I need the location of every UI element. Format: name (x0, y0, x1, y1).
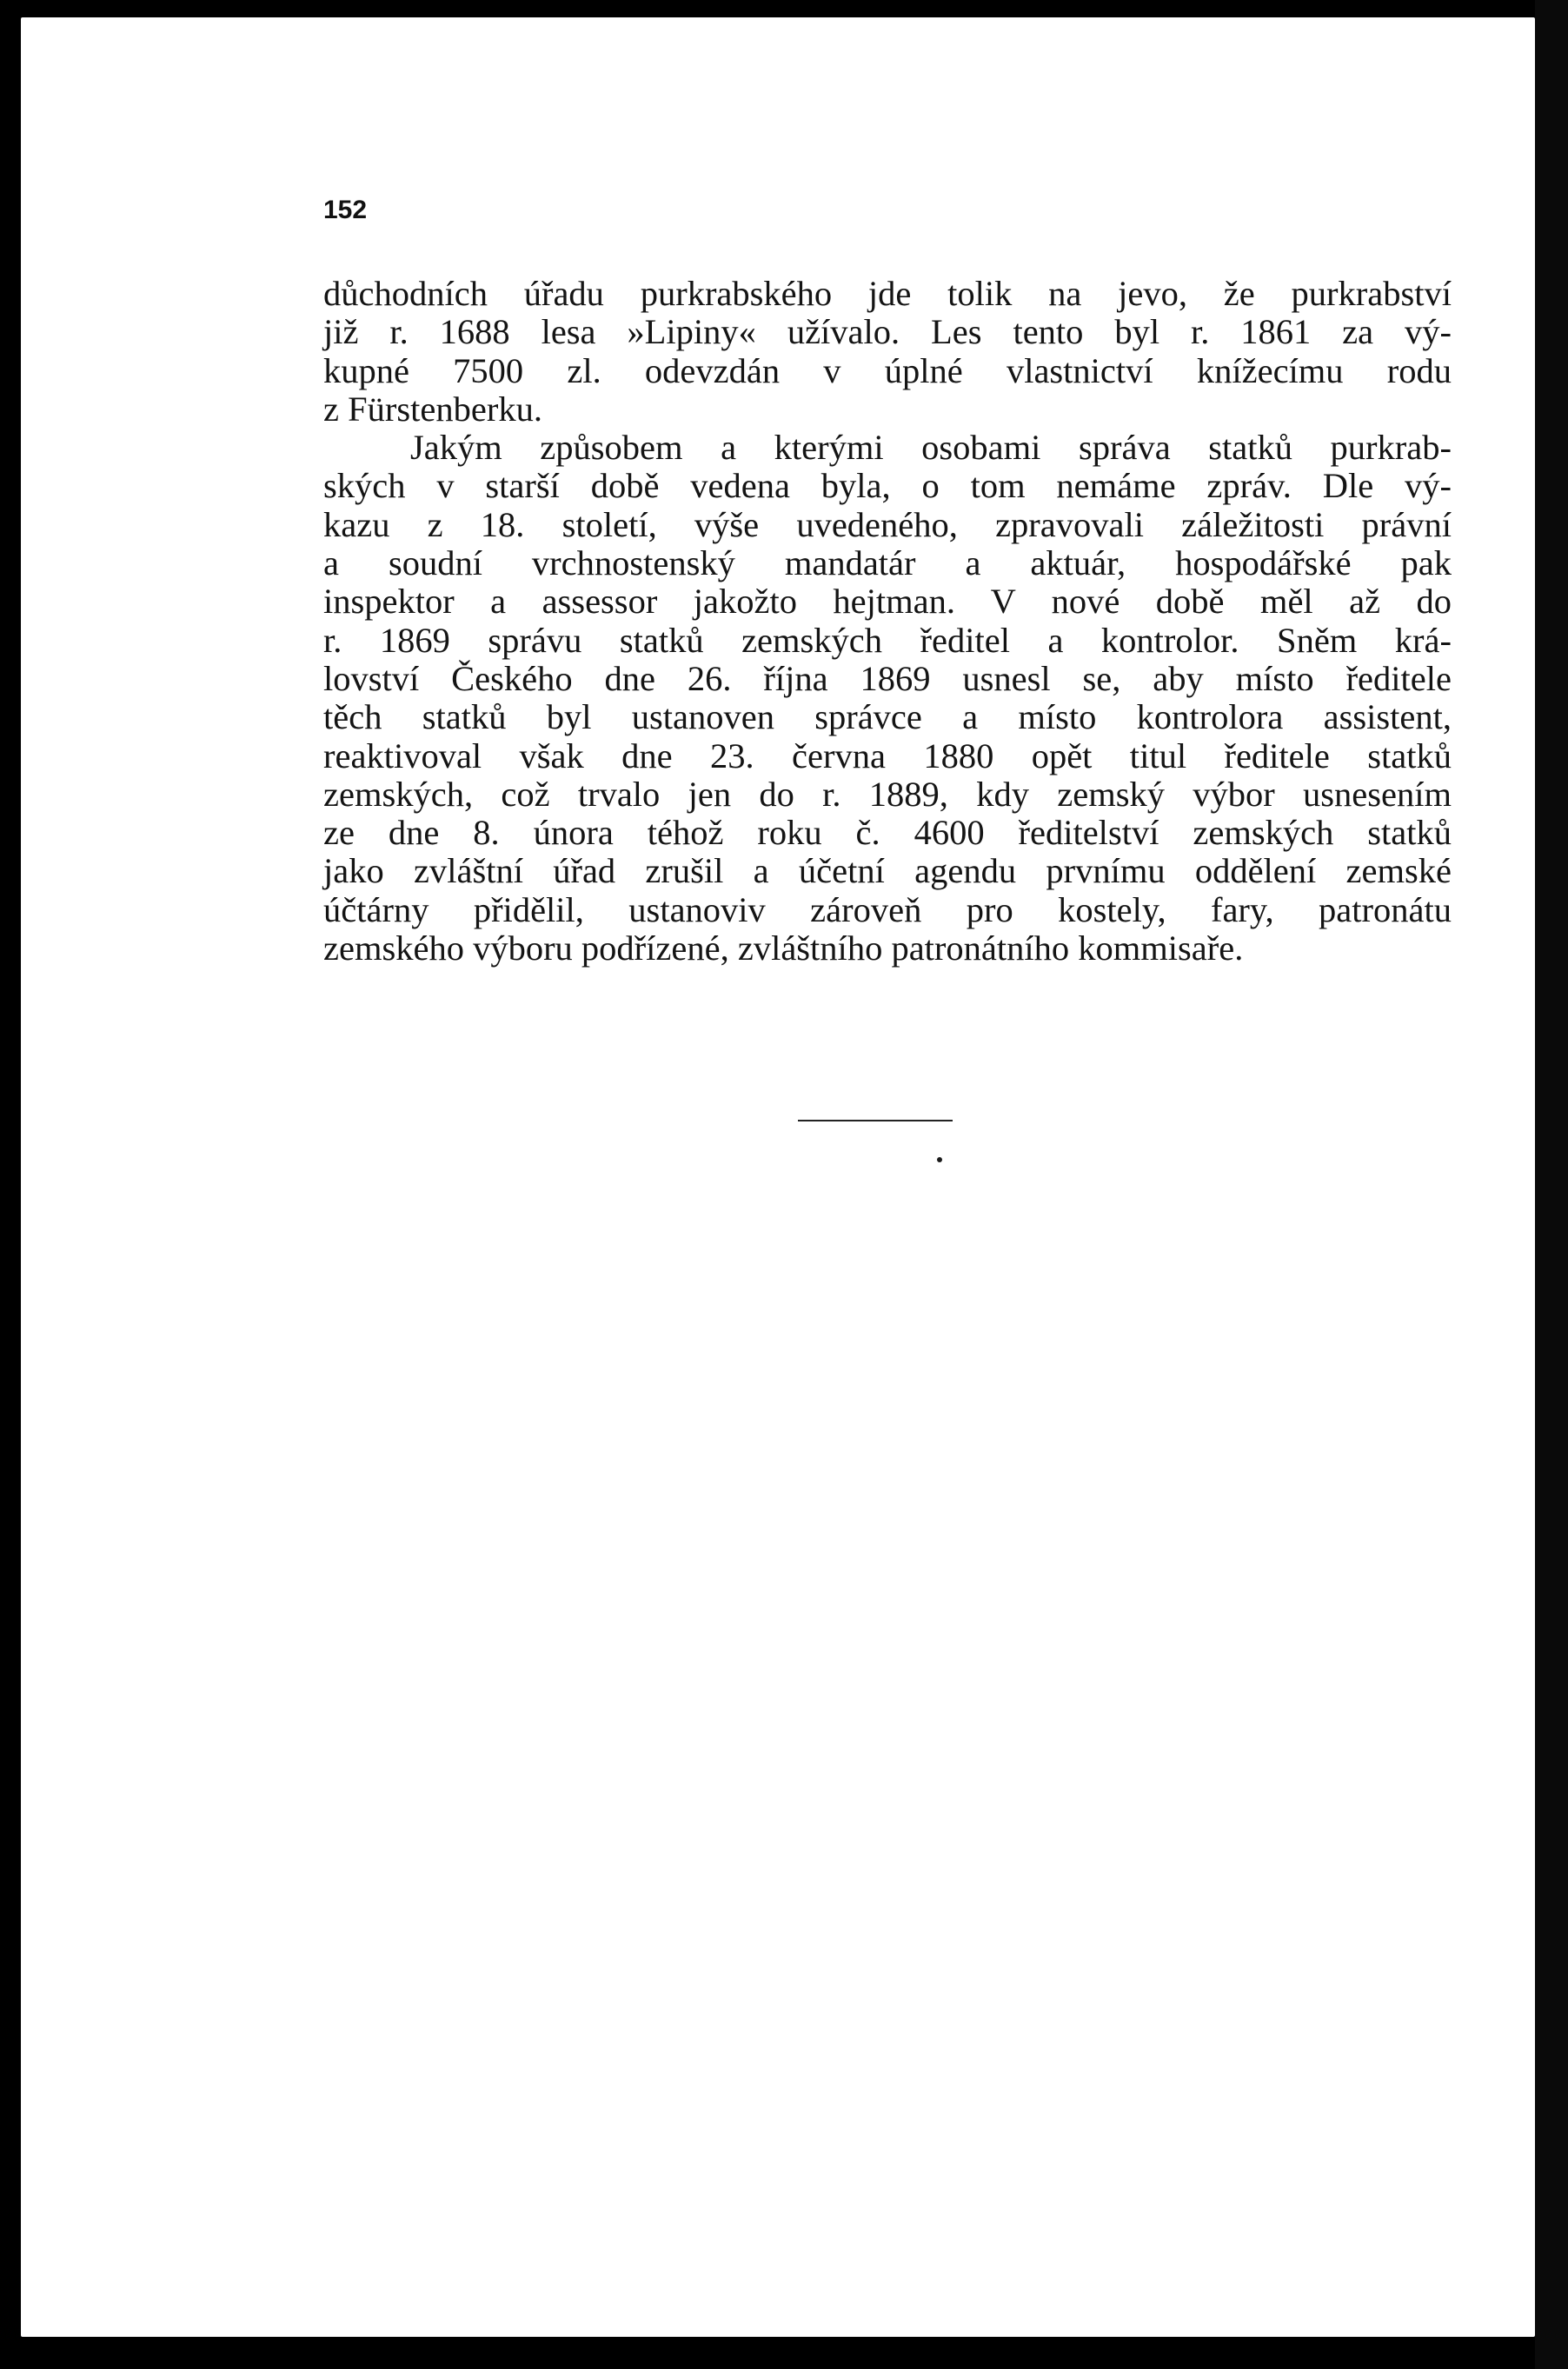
text-line: ských v starší době vedena byla, o tom nemáme zpráv. Dle vý- (323, 466, 1452, 506)
page-number: 152 (323, 196, 368, 224)
dot-mark (937, 1157, 942, 1162)
text-line: inspektor a assessor jakožto hejtman. V nové době měl až do (323, 582, 1452, 622)
text-line: jako zvláštní úřad zrušil a účetní agendu prvnímu oddělení zemské (323, 851, 1452, 891)
text-line: lovství Českého dne 26. října 1869 usnesl se, aby místo ředitele (323, 658, 1452, 698)
scan-border (1535, 0, 1568, 2369)
text-line: důchodních úřadu purkrabského jde tolik na jevo, že purkrabství (323, 274, 1452, 313)
text-line: z Fürstenberku. (323, 389, 542, 429)
text-line: kupné 7500 zl. odevzdán v úplné vlastnictví knížecímu rodu (323, 350, 1452, 390)
text-line: a soudní vrchnostenský mandatár a aktuár, hospodářské pak (323, 543, 1452, 583)
text-line: reaktivoval však dne 23. června 1880 opět titul ředitele statků (323, 735, 1452, 775)
text-line: již r. 1688 lesa »Lipiny« užívalo. Les tento byl r. 1861 za vý- (323, 312, 1452, 352)
text-line: zemského výboru podřízené, zvláštního patronátního kommisaře. (323, 928, 1244, 968)
text-line: r. 1869 správu statků zemských ředitel a kontrolor. Sněm krá- (323, 620, 1452, 660)
text-line: těch statků byl ustanoven správce a místo kontrolora assistent, (323, 697, 1452, 737)
text-line: účtárny přidělil, ustanoviv zároveň pro kostely, fary, patronátu (323, 889, 1452, 929)
end-rule (798, 1120, 953, 1121)
text-line: Jakým způsobem a kterými osobami správa statků purkrab- (410, 428, 1452, 468)
text-line: zemských, což trvalo jen do r. 1889, kdy zemský výbor usnesením (323, 774, 1452, 814)
body-text (323, 275, 1452, 968)
text-line: kazu z 18. století, výše uvedeného, zpravovali záležitosti právní (323, 504, 1452, 544)
text-line: ze dne 8. února téhož roku č. 4600 ředitelství zemských statků (323, 813, 1452, 853)
book-page (21, 17, 1535, 2337)
